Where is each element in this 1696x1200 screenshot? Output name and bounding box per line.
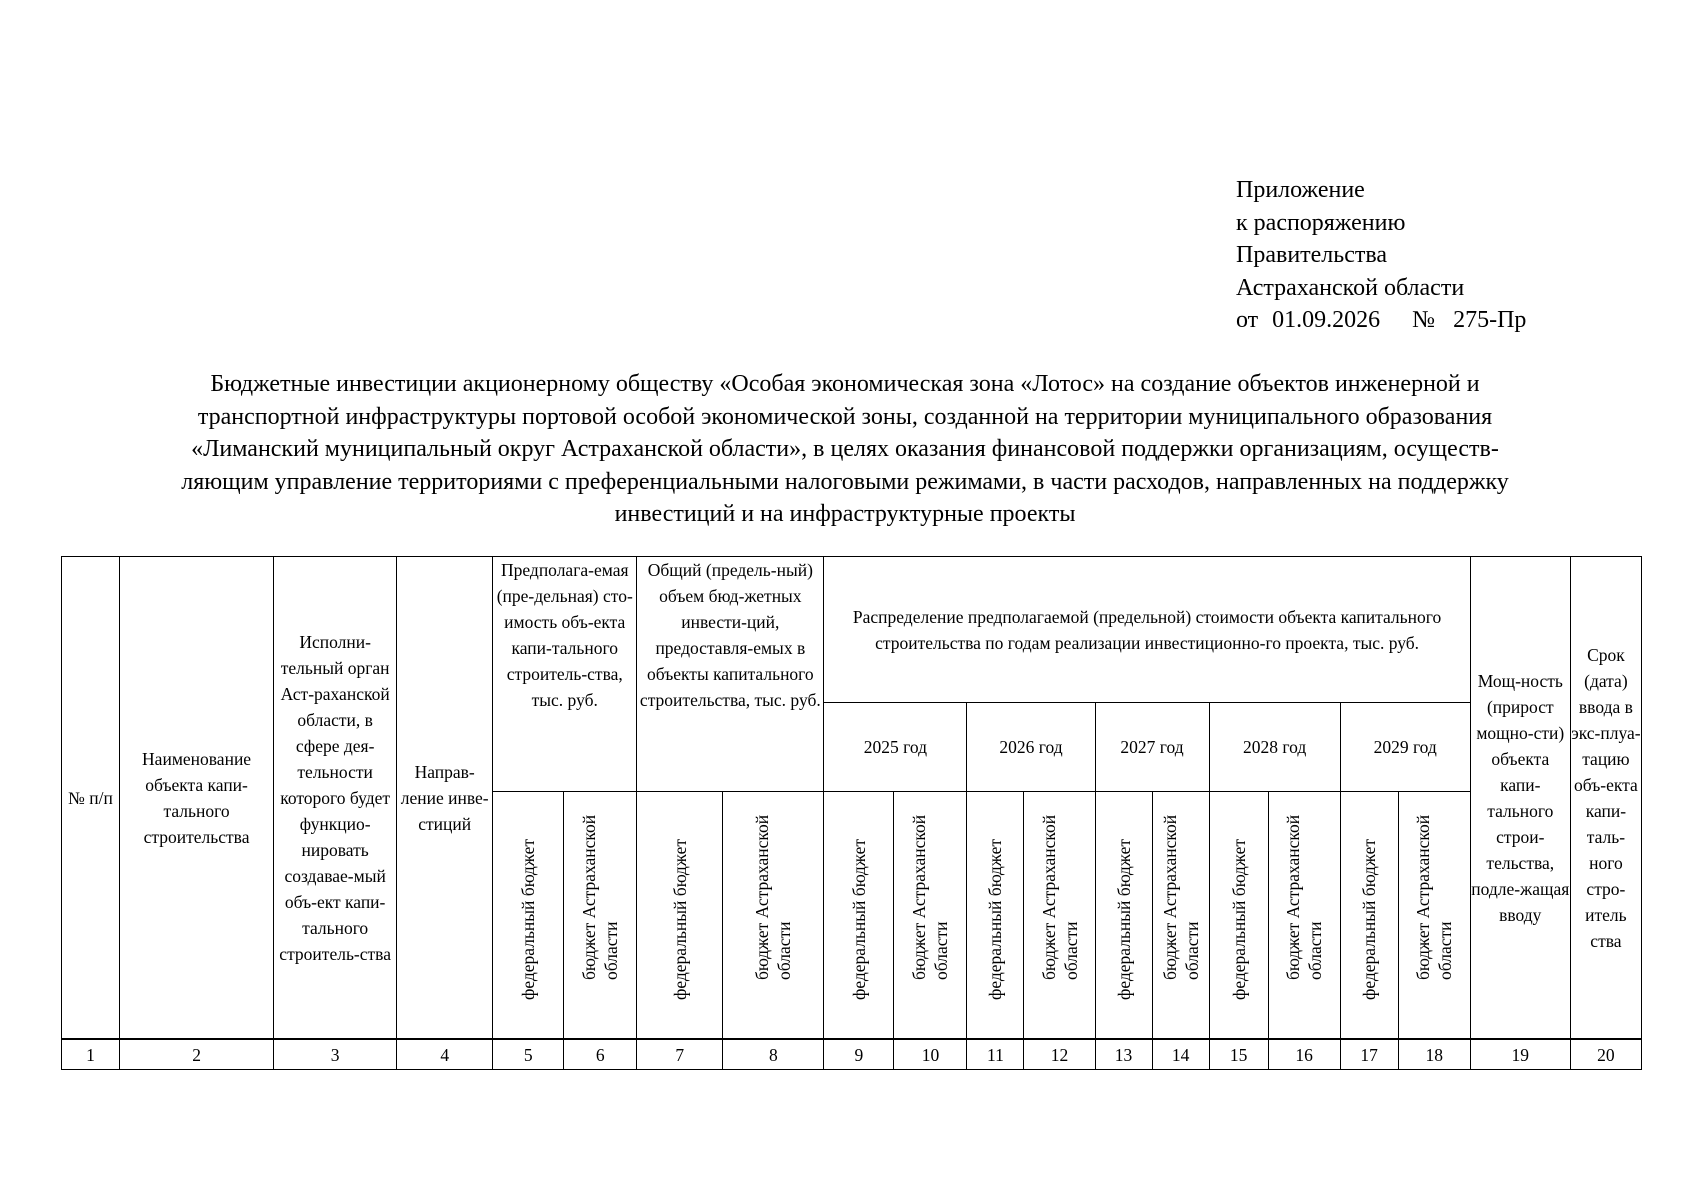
regional-budget-col (1268, 791, 1340, 1039)
column-number: 7 (637, 1039, 723, 1069)
year-2027: 2027 год (1095, 703, 1209, 792)
title-line: инвестиций и на инфраструктурные проекты (614, 501, 1076, 527)
federal-budget-col (493, 791, 564, 1039)
federal-budget-label: федеральный бюджет (669, 839, 690, 1001)
from-label: от (1236, 307, 1259, 333)
regional-budget-label: бюджет Астраханской области (1038, 815, 1081, 981)
column-number: 20 (1570, 1039, 1641, 1069)
column-number: 1 (62, 1039, 120, 1069)
appendix-ref: к распоряжению (1236, 209, 1406, 236)
regional-budget-label: бюджет Астраханской области (752, 815, 795, 981)
header-number: № п/п (62, 557, 120, 1040)
header-commissioning-date: Срок (дата) ввода в экс-плуа-тацию объ-екта капи-таль-ного стро-итель ства (1570, 557, 1641, 1040)
federal-budget-col (824, 791, 894, 1039)
federal-budget-label: федеральный бюджет (1228, 839, 1249, 1001)
column-number: 3 (274, 1039, 397, 1069)
header-object-name: Наименование объекта капи-тального строительства (120, 557, 274, 1040)
title-line: Бюджетные инвестиции акционерному обществу «Особая экономическая зона «Лотос» на создание объектов инженерной и (210, 371, 1480, 397)
column-numbers-row (62, 1039, 1642, 1069)
federal-budget-col (967, 791, 1024, 1039)
regional-budget-col (564, 791, 637, 1039)
federal-budget-col (1340, 791, 1398, 1039)
column-number: 14 (1152, 1039, 1209, 1069)
appendix-date-line (1236, 304, 1526, 337)
year-2025: 2025 год (824, 703, 967, 792)
year-2028: 2028 год (1209, 703, 1340, 792)
appendix-authority: Правительства (1236, 242, 1388, 268)
column-number: 16 (1268, 1039, 1340, 1069)
header-investment-direction: Направ-ление инве-стиций (397, 557, 493, 1040)
column-number: 13 (1095, 1039, 1152, 1069)
column-number: 5 (493, 1039, 564, 1069)
order-date: 01.09.2026 (1272, 307, 1381, 333)
federal-budget-col (1209, 791, 1268, 1039)
appendix-heading: Приложение (1236, 177, 1365, 203)
column-number: 15 (1209, 1039, 1268, 1069)
column-number: 8 (723, 1039, 824, 1069)
column-number: 6 (564, 1039, 637, 1069)
column-number: 17 (1340, 1039, 1398, 1069)
column-number: 9 (824, 1039, 894, 1069)
column-number: 18 (1398, 1039, 1470, 1069)
federal-budget-label: федеральный бюджет (985, 839, 1006, 1001)
regional-budget-label: бюджет Астраханской области (1413, 815, 1456, 981)
federal-budget-col (637, 791, 723, 1039)
column-number: 19 (1470, 1039, 1570, 1069)
federal-budget-col (1095, 791, 1152, 1039)
regional-budget-col (1398, 791, 1470, 1039)
regional-budget-label: бюджет Астраханской области (1283, 815, 1326, 981)
federal-budget-label: федеральный бюджет (848, 839, 869, 1001)
federal-budget-label: федеральный бюджет (1113, 839, 1134, 1001)
appendix-region: Астраханской области (1236, 274, 1465, 301)
header-capacity: Мощ-ность (прирост мощно-сти) объекта капи-тального строи-тельства, подле-жащая вводу (1470, 557, 1570, 1040)
regional-budget-col (1152, 791, 1209, 1039)
number-label: № (1412, 307, 1436, 333)
header-estimated-cost: Предполага-емая (пре-дельная) сто-имость объ-екта капи-тального строитель-ства, тыс. руб. (493, 557, 637, 792)
title-line: ляющим управление территориями с преференциальными налоговыми режимами, в части расходов, направленных на поддержку (181, 468, 1509, 495)
investment-table (61, 556, 1642, 1070)
regional-budget-col (723, 791, 824, 1039)
regional-budget-label: бюджет Астраханской области (1159, 815, 1202, 981)
regional-budget-col (1024, 791, 1095, 1039)
federal-budget-label: федеральный бюджет (518, 839, 539, 1001)
order-number: 275-Пр (1453, 307, 1527, 333)
regional-budget-label: бюджет Астраханской области (579, 815, 622, 981)
column-number: 2 (120, 1039, 274, 1069)
column-number: 11 (967, 1039, 1024, 1069)
column-number: 10 (894, 1039, 967, 1069)
header-executive-body: Исполни-тельный орган Аст-раханской области, в сфере дея-тельности которого будет функцио-нировать создавае-мый объ-ект капи-тального строитель-ства (274, 557, 397, 1040)
regional-budget-col (894, 791, 967, 1039)
column-number: 4 (397, 1039, 493, 1069)
appendix-block (1236, 174, 1526, 337)
title-line: «Лиманский муниципальный округ Астраханской области», в целях оказания финансовой поддержки организациям, осуществ- (191, 436, 1499, 462)
document-title (40, 368, 1650, 531)
year-2029: 2029 год (1340, 703, 1470, 792)
federal-budget-label: федеральный бюджет (1359, 839, 1380, 1001)
column-number: 12 (1024, 1039, 1095, 1069)
regional-budget-label: бюджет Астраханской области (909, 815, 952, 981)
header-distribution: Распределение предполагаемой (предельной) стоимости объекта капитального строительства по годам реализации инвестиционно-го проекта, тыс. руб. (824, 557, 1470, 703)
title-line: транспортной инфраструктуры портовой особой экономической зоны, созданной на территории муниципального образования (197, 403, 1493, 430)
header-total-investment: Общий (предель-ный) объем бюд-жетных инвести-ций, предоставля-емых в объекты капитального строительства, тыс. руб. (637, 557, 824, 792)
year-2026: 2026 год (967, 703, 1095, 792)
